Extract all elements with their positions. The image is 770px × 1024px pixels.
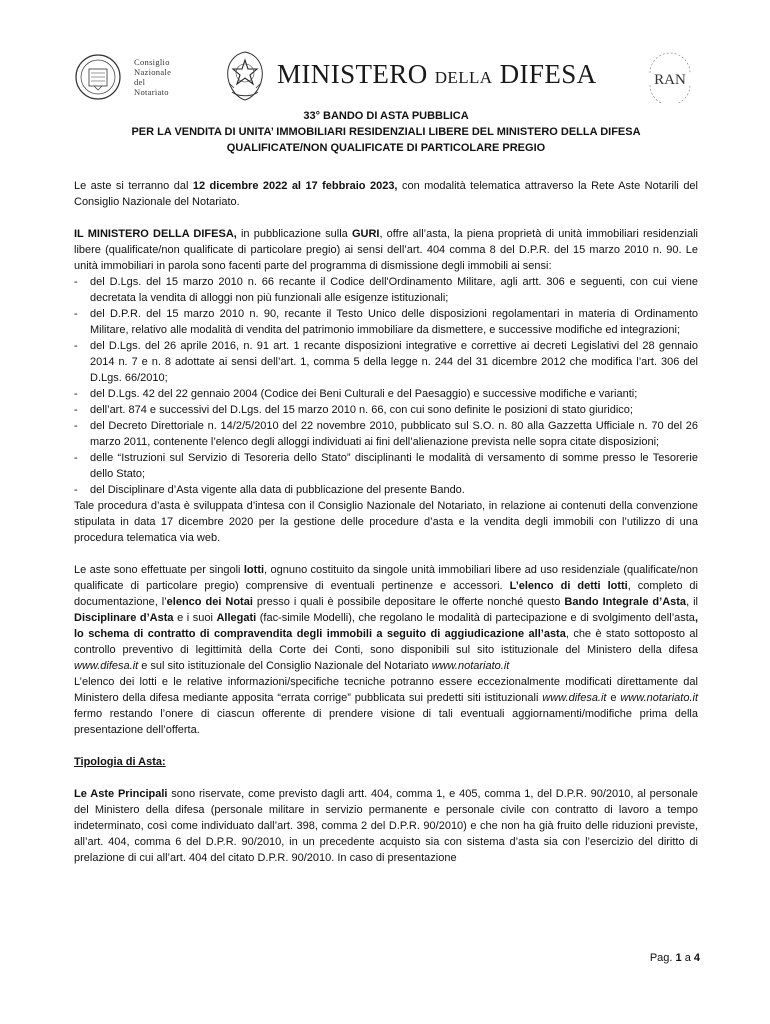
list-item-text: del D.P.R. del 15 marzo 2010 n. 90, recante il Testo Unico delle disposizioni regolamentari in materia di Ordinamento Militare, relativo alle modalità di vendita del patrimonio immobiliare da dismettere, e successive modifiche ed integrazioni; (90, 308, 698, 336)
total-pages: 4 (693, 952, 700, 964)
notariato-website: www.notariato.it (431, 660, 510, 672)
offer-paragraph (74, 226, 698, 274)
list-item-text: delle “Istruzioni sul Servizio di Tesoreria dello Stato” disciplinanti le modalità di versamento di somme presso le Tesorerie dello Stato; (90, 452, 698, 480)
list-item-text: del D.Lgs. del 15 marzo 2010 n. 66 recante il Codice dell'Ordinamento Militare, agli artt. 306 e seguenti, con cui viene decretata la vendita di alloggi non più funzionali alle esigenze istituzionali; (90, 276, 698, 304)
bold-text: GURI (351, 228, 380, 240)
notariato-seal-logo (74, 53, 122, 101)
notice-title (74, 108, 698, 156)
text: e i suoi (173, 612, 217, 624)
council-name (134, 57, 171, 97)
list-item: - dell’art. 874 e successivi del D.Lgs. del 15 marzo 2010 n. 66, con cui sono definite le posizioni di stato giuridico; (74, 404, 633, 416)
title-line-3: QUALIFICATE/NON QUALIFICATE DI PARTICOLARE PREGIO (226, 142, 546, 154)
bold-text: Allegati (216, 612, 257, 624)
notice-body (74, 178, 698, 866)
auction-dates: 12 dicembre 2022 al 17 febbraio 2023, (192, 180, 398, 192)
list-item-text: del Decreto Direttoriale n. 14/2/5/2010 del 22 novembre 2010, pubblicato sul S.O. n. 80 alla Gazzetta Ufficiale n. 70 del 26 marzo 2011, contenente l’elenco degli alloggi individuati ai fini dell’alienazione prevista nelle sopra citate disposizioni; (90, 420, 698, 448)
difesa-website: www.difesa.it (74, 660, 139, 672)
council-line-4: Notariato (134, 87, 169, 97)
legal-references-list (74, 274, 698, 498)
title-line-2: PER LA VENDITA DI UNITA’ IMMOBILIARI RESIDENZIALI LIBERE DEL MINISTERO DELLA DIFESA (131, 126, 641, 138)
list-item-text: dell’art. 874 e successivi del D.Lgs. del 15 marzo 2010 n. 66, con cui sono definite le posizioni di stato giuridico; (90, 404, 633, 416)
text: presso i quali è possibile depositare le offerte nonché questo (252, 596, 565, 608)
text: L’elenco dei lotti e le relative informazioni/specifiche tecniche potranno essere eccezionalmente modificati direttamente dal Ministero della difesa mediante apposita “errata corrige” pubblicata sui predetti siti istituzionali (74, 676, 698, 704)
list-item-text: del D.Lgs. 42 del 22 gennaio 2004 (Codice dei Beni Culturali e del Paesaggio) e successive modifiche e varianti; (90, 388, 638, 400)
section-title: Tipologia di Asta: (74, 756, 166, 768)
list-item: - del D.Lgs. del 26 aprile 2016, n. 91 art. 1 recante disposizioni integrative e correttive ai decreti Legislativi del 28 gennaio 2014 n. 7 e n. 8 adottate ai sensi dell’art. 1, comma 5 della legge n. 244 del 31 dicembre 2012 che modifica l’art. 306 del D.Lgs. 66/2010; (74, 340, 698, 384)
text: a (681, 952, 694, 964)
ministry-word-2: DELLA (434, 68, 493, 87)
text: e (606, 692, 621, 704)
lots-paragraph (74, 562, 698, 674)
bold-text: Bando Integrale d’Asta (564, 596, 687, 608)
letterhead (74, 48, 698, 106)
intro-paragraph (74, 178, 698, 210)
text: , ognuno costituito da singole unità immobiliari libere ad uso residenziale (qualificate/non qualificate di particolare pregio) comprensive di eventuali pertinenze e accessori. (74, 564, 698, 592)
list-item: - del D.Lgs. del 15 marzo 2010 n. 66 recante il Codice dell'Ordinamento Militare, agli artt. 306 e seguenti, con cui viene decretata la vendita di alloggi non più funzionali alle esigenze istituzionali; (74, 276, 698, 304)
council-line-2: Nazionale (134, 67, 172, 77)
text: fermo restando l’onere di ciascun offerente di prendere visione di tali eventuali aggiornamenti/modifiche prima della presentazione dell’offerta. (74, 708, 698, 736)
text: Le aste si terranno dal (74, 180, 193, 192)
section-heading (74, 754, 698, 770)
difesa-website: www.difesa.it (542, 692, 607, 704)
ministry-word-3: DIFESA (492, 59, 597, 89)
bold-text: Le Aste Principali (74, 788, 168, 800)
ministry-name (277, 58, 597, 94)
text: , che è stato sottoposto al controllo preventivo di legittimità della Corte dei Conti, sono disponibili sul sito istituzionale del Ministero della difesa (74, 628, 698, 656)
council-line-1: Consiglio (134, 57, 170, 67)
list-item-text: del Disciplinare d’Asta vigente alla data di pubblicazione del presente Bando. (90, 484, 465, 496)
text: Pag. (649, 952, 676, 964)
errata-paragraph (74, 674, 698, 738)
text: e sul sito istituzionale del Consiglio Nazionale del Notariato (138, 660, 432, 672)
text: , offre all’asta, la piena proprietà di unità immobiliari residenziali libere (qualificate/non qualificate di particolare pregio) ai sensi dell’art. 404 comma 8 del D.P.R. del 15 marzo 2010 n. 90. Le unità immobiliari in parola sono facenti parte del programma di dismissione degli immobili ai sensi: (74, 228, 698, 272)
main-auctions-paragraph (74, 786, 698, 866)
list-item: - del D.P.R. del 15 marzo 2010 n. 90, recante il Testo Unico delle disposizioni regolamentari in materia di Ordinamento Militare, relativo alle modalità di vendita del patrimonio immobiliare da dismettere, e successive modifiche ed integrazioni; (74, 308, 698, 336)
notariato-website: www.notariato.it (620, 692, 699, 704)
bold-text: L’elenco di detti lotti (509, 580, 628, 592)
ministry-word-1: MINISTERO (277, 59, 435, 89)
text: sono riservate, come previsto dagli artt. 404, comma 1, e 405, comma 1, del D.P.R. 90/2010, al personale del Ministero della difesa (personale militare in servizio permanente e personale civile con contratto di lavoro a tempo indeterminato, così come individuato dall’art. 398, comma 2 del D.P.R. 90/2010) e che non ha già fruito delle riduzioni previste, all’art. 404, comma 6 del D.P.R. 90/2010, in un precedente acquisto sia con sistema d’asta sia con l’esercizio del diritto di prelazione di cui all’art. 404 del citato D.P.R. 90/2010. In caso di presentazione (74, 788, 698, 864)
text: , il (686, 596, 698, 608)
list-item: - del Decreto Direttoriale n. 14/2/5/2010 del 22 novembre 2010, pubblicato sul S.O. n. 80 alla Gazzetta Ufficiale n. 70 del 26 marzo 2011, contenente l’elenco degli alloggi individuati ai fini dell’alienazione prevista nelle sopra citate disposizioni; (74, 420, 698, 448)
procedure-paragraph: Tale procedura d’asta è sviluppata d’intesa con il Consiglio Nazionale del Notariato, in relazione ai contenuti della convenzione stipulata in data 17 dicembre 2020 per la gestione delle procedure d’asta e la vendita degli immobili con l’utilizzo di una procedura telematica via web. (74, 500, 698, 544)
text: (fac-simile Modelli), che regolano le modalità di partecipazione e di svolgimento dell’asta (256, 612, 695, 624)
bold-text: lotti (243, 564, 265, 576)
text: Le aste sono effettuate per singoli (74, 564, 244, 576)
rete-aste-notarili-logo (642, 51, 698, 103)
text: con modalità telematica attraverso la Rete Aste Notarili del Consiglio Nazionale del Notariato. (74, 180, 698, 208)
text: , completo di documentazione, l’ (74, 580, 698, 608)
title-line-1: 33° BANDO DI ASTA PUBBLICA (303, 110, 469, 122)
page-number (630, 951, 700, 965)
text: in pubblicazione sulla (236, 228, 352, 240)
ran-text: RAN (654, 72, 686, 88)
bold-text: Disciplinare d’Asta (74, 612, 174, 624)
bold-text: IL MINISTERO DELLA DIFESA, (74, 228, 237, 240)
list-item: - delle “Istruzioni sul Servizio di Tesoreria dello Stato” disciplinanti le modalità di versamento di somme presso le Tesorerie dello Stato; (74, 452, 698, 480)
list-item-text: del D.Lgs. del 26 aprile 2016, n. 91 art. 1 recante disposizioni integrative e correttive ai decreti Legislativi del 28 gennaio 2014 n. 7 e n. 8 adottate ai sensi dell’art. 1, comma 5 della legge n. 244 del 31 dicembre 2012 che modifica l’art. 306 del D.Lgs. 66/2010; (90, 340, 698, 384)
current-page: 1 (675, 952, 682, 964)
list-item: - del D.Lgs. 42 del 22 gennaio 2004 (Codice dei Beni Culturali e del Paesaggio) e successive modifiche e varianti; (74, 388, 638, 400)
list-item: - del Disciplinare d’Asta vigente alla data di pubblicazione del presente Bando. (74, 484, 465, 496)
council-line-3: del (134, 77, 146, 87)
bold-text: , lo schema di contratto di compravendita degli immobili a seguito di aggiudicazione all’asta (74, 612, 698, 640)
bold-text: elenco dei Notai (166, 596, 253, 608)
italian-republic-emblem (222, 48, 268, 102)
